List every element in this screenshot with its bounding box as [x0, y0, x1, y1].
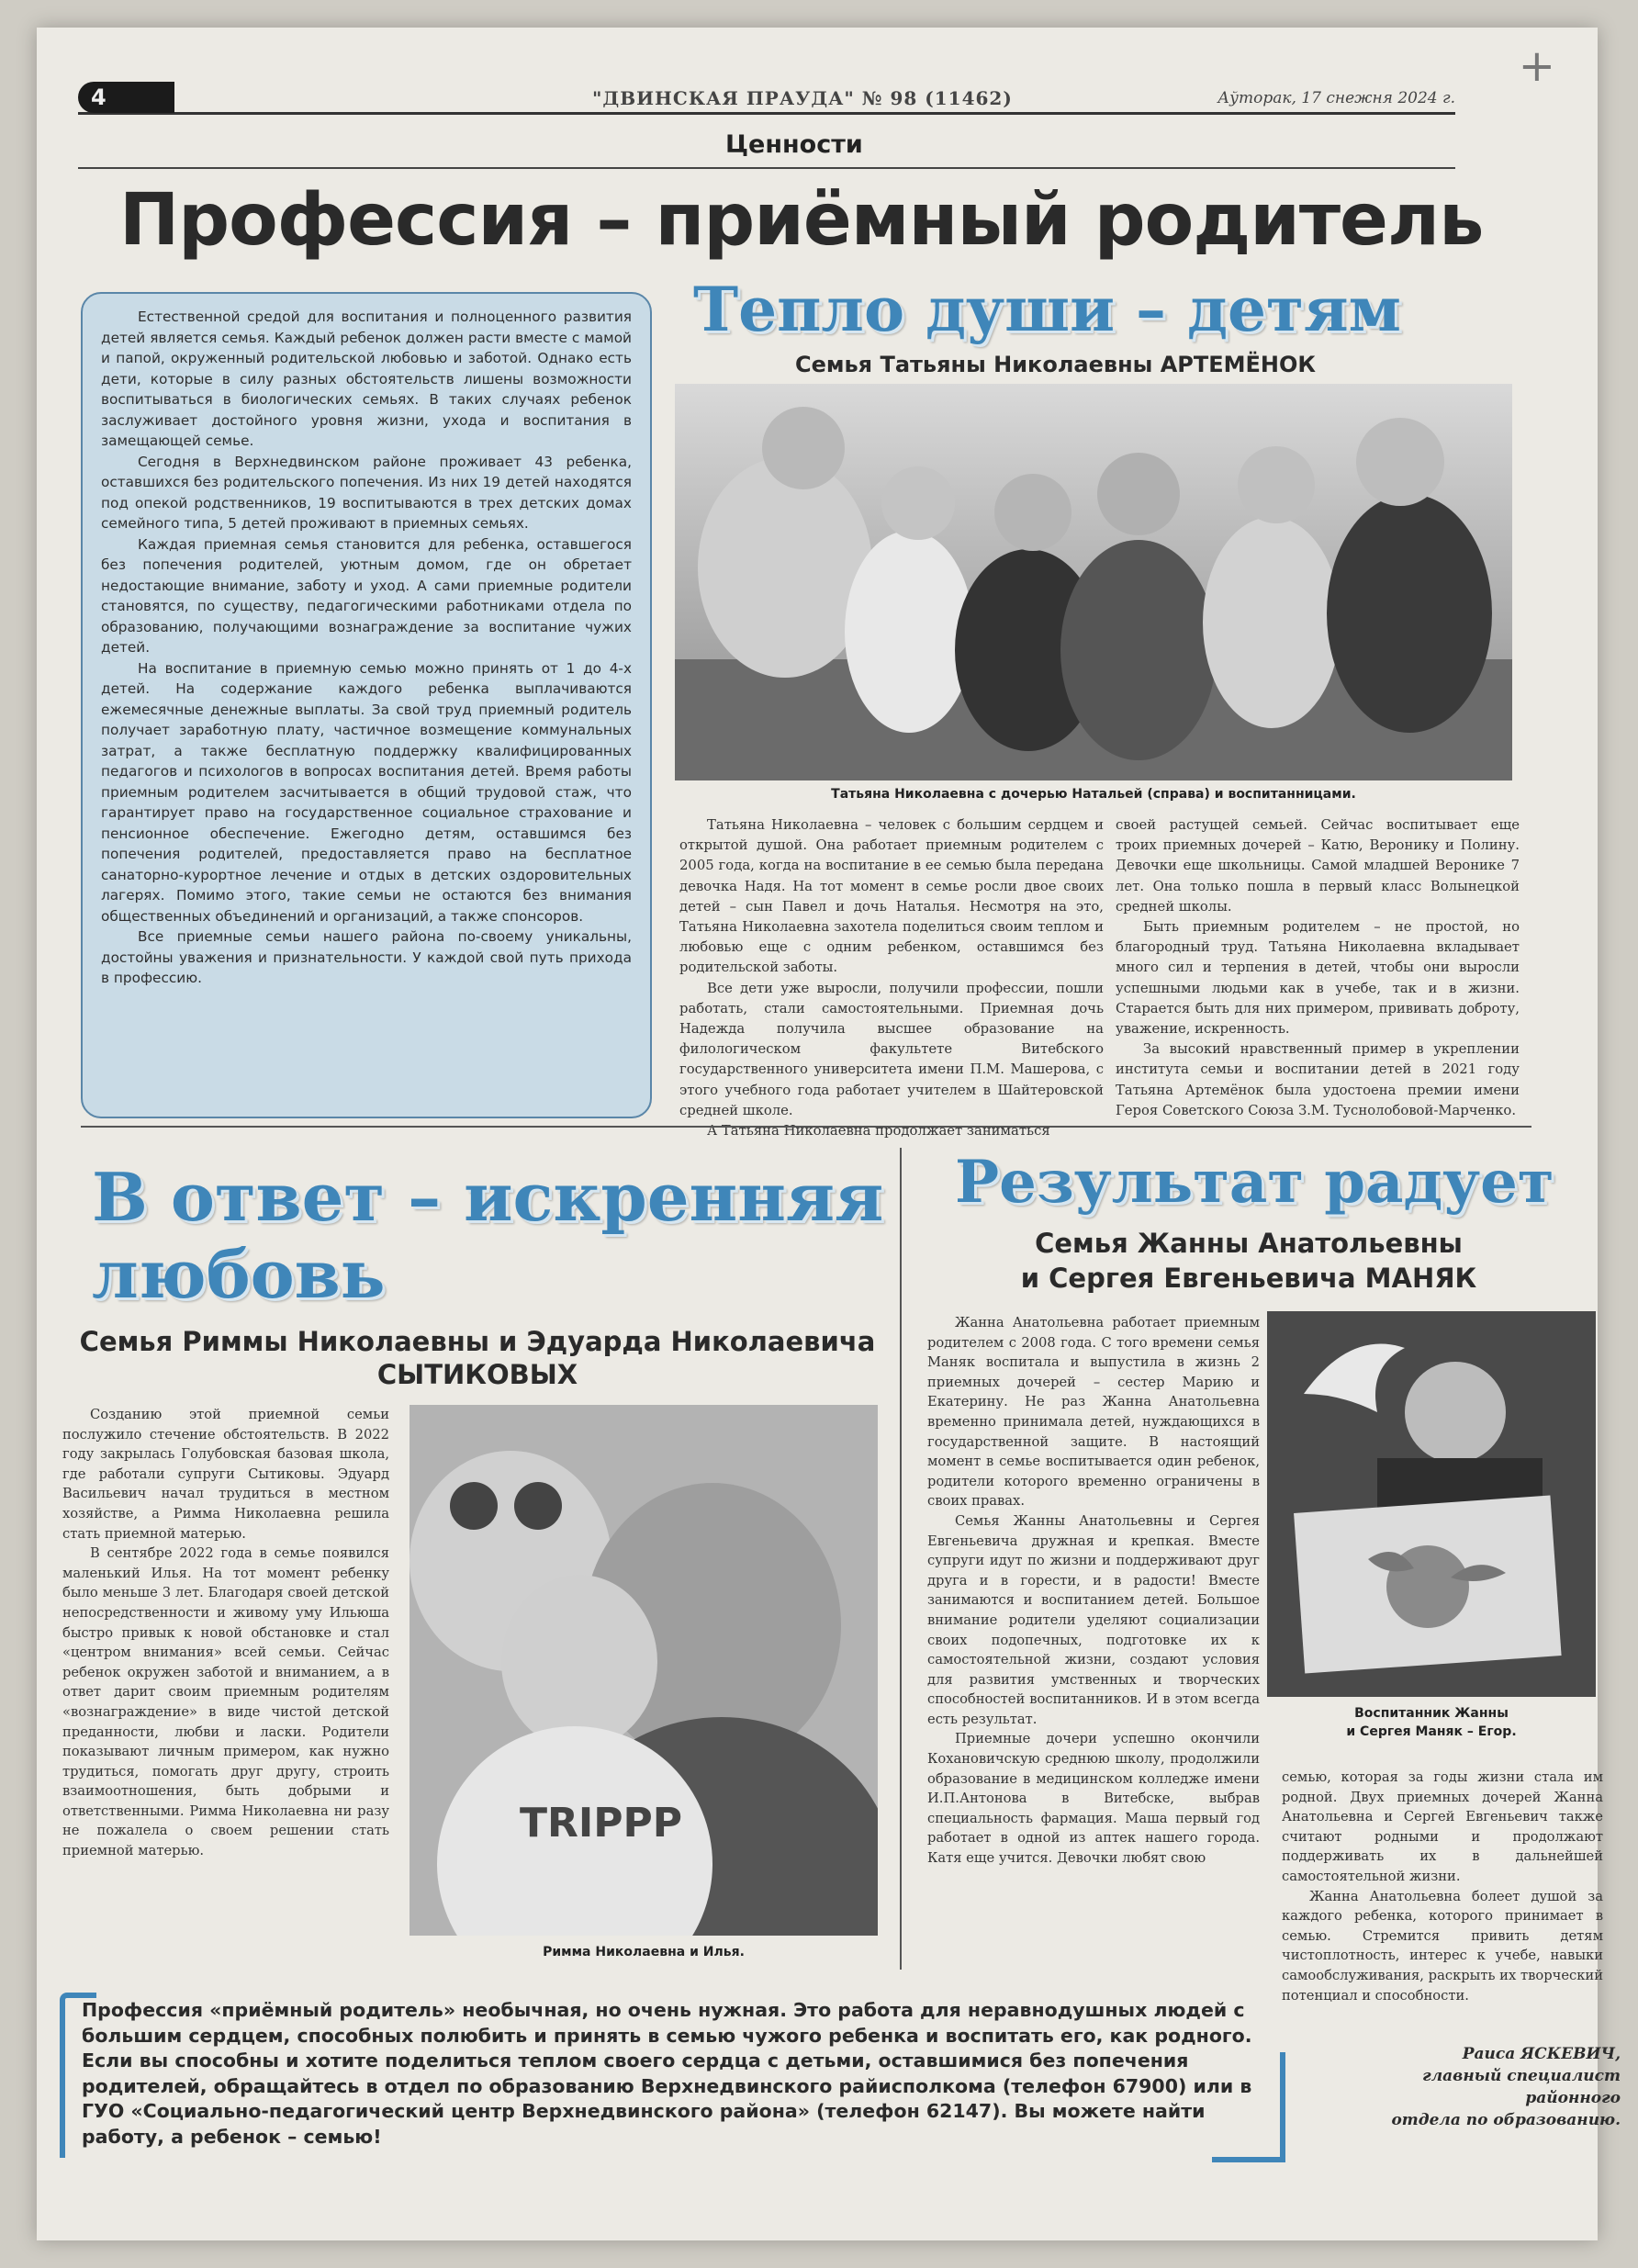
callout-text: Профессия «приёмный родитель» необычная, но очень нужная. Это работа для неравнодушных людей с большим сердцем, способных полюбить и принять в семью чужого ребенка и воспитать его, как родного. Если вы способны и хотите поделиться теплом своего сердца с детьми, оставшимися без попечения родителей, обращайтесь в отдел по образованию Верхнедвинского райисполкома (телефон 67900) или в ГУО «Социально-педагогический центр Верхнедвинского района» (телефон 62147). Вы можете найти работу, а ребенок – семью! — [82, 1999, 1252, 2148]
callout-box — [60, 1993, 1285, 2162]
family-photo-manyak — [1267, 1311, 1596, 1697]
family-photo-sytikovy — [410, 1405, 878, 1936]
main-title: Профессия – приёмный родитель — [119, 179, 1484, 262]
intro-paragraph: Все приемные семьи нашего района по-своему уникальны, достойны уважения и признательности. У каждой свой путь прихода в профессию. — [101, 928, 632, 986]
story2-title: В ответ – искренняя любовь — [92, 1158, 884, 1313]
story1-caption: Татьяна Николаевна с дочерью Натальей (справа) и воспитанницами. — [831, 787, 1356, 802]
story3-title: Результат радует — [955, 1148, 1554, 1217]
story3-column-1: Жанна Анатольевна работает приемным родителем с 2008 года. С того времени семья Маняк воспитала и выпустила в жизнь 2 приемных дочерей – сестер Марию и Екатерину. Не раз Жанна Анатольевна временно принимала детей, нуждающихся в государственной защите. В настоящий момент в семье воспитывается один ребенок, родители которого временно ограничены в своих правах. Семья Жанны Анатольевны и Сергея Евгеньевича дружная и крепкая. Вместе супруги идут по жизни и поддерживают друг друга и в горести, и в радости! Вместе занимаются и воспитанием детей. Большое внимание родители уделяют социализации своих подопечных, подготовке их к самостоятельной жизни, создают условия для развития умственных и творческих способностей воспитанников. И в этом всегда есть результат. Приемные дочери успешно окончили Кохановичскую среднюю школу, продолжили образование в медицинском колледже имени И.П.Антонова в Витебске, выбрав специальность фармация. Маша первый год работает в одной из аптек нашего города. Катя еще учится. Девочки любят свою — [927, 1315, 1260, 1867]
story1-title: Тепло души – детям — [693, 274, 1401, 345]
story3-caption: Воспитанник Жанны и Сергея Маняк – Егор. — [1346, 1706, 1517, 1739]
signature-role: отдела по образованию. — [1391, 2111, 1621, 2129]
intro-paragraph: Сегодня в Верхнедвинском районе проживает 43 ребенка, оставшихся без родительского попечения. Из них 19 детей находятся под опекой родственников, 19 воспитываются в трех детских домах семейного типа, 5 детей проживают в приемных семьях. — [101, 453, 632, 532]
story3-subtitle: Семья Жанны Анатольевны и Сергея Евгеньевича МАНЯК — [1020, 1228, 1477, 1294]
issue-date: Аўторак, 17 снежня 2024 г. — [1217, 89, 1455, 107]
column-divider — [900, 1148, 902, 1970]
paper-name: "ДВИНСКАЯ ПРАУДА" № 98 (11462) — [592, 87, 1013, 109]
story2-subtitle: Семья Риммы Николаевны и Эдуарда Николаевича СЫТИКОВЫХ — [79, 1326, 876, 1390]
story1-column-1: Татьяна Николаевна – человек с большим сердцем и открытой душой. Она работает приемным родителем с 2005 года, когда на воспитание в ее семью была передана девочка Надя. На тот момент в семье росли двое своих детей – сын Павел и дочь Наталья. Несмотря на это, Татьяна Николаевна захотела поделиться своим теплом и любовью еще с одним ребенком, оставшимся без родительской заботы. Все дети уже выросли, получили профессии, пошли работать, стали самостоятельными. Приемная дочь Надежда получила высшее образование на филологическом факультете Витебского государственного университета имени П.М. Машерова, с этого учебного года работает учителем в Шайтеровской средней школе. А Татьяна Николаевна продолжает заниматься — [679, 817, 1104, 1140]
signature — [1322, 2043, 1621, 2131]
intro-paragraph: Естественной средой для воспитания и полноценного развития детей является семья. Каждый ребенок должен расти вместе с мамой и папой, окруженный родительской любовью и заботой. Однако есть дети, которые в силу разных обстоятельств лишены возможности воспитываться в биологических семьях. В таких случаях ребенок заслуживает достойного уровня жизни, ухода и воспитания в замещающей семье. — [101, 309, 632, 449]
signature-role: главный специалист районного — [1422, 2067, 1621, 2107]
intro-paragraph: Каждая приемная семья становится для ребенка, оставшегося без попечения родителей, уютным домом, где он обретает недостающие внимание, заботу и уход. А сами приемные родители становятся, по существу, педагогическими работниками отдела по образованию, получающими вознаграждение за воспитание чужих детей. — [101, 535, 632, 656]
callout-frame-right — [1212, 2052, 1285, 2162]
masthead — [78, 84, 1455, 115]
family-photo-artemenok — [675, 384, 1512, 780]
section-divider — [81, 1126, 1531, 1128]
page-number: 4 — [78, 82, 174, 113]
rubric: Ценности — [725, 130, 863, 159]
intro-box — [81, 292, 652, 1118]
story1-subtitle: Семья Татьяны Николаевны АРТЕМЁНОК — [795, 352, 1317, 377]
story1-column-2: своей растущей семьей. Сейчас воспитывает еще троих приемных дочерей – Катю, Веронику и Полину. Девочки еще школьницы. Самой младшей Веронике 7 лет. Она только пошла в первый класс Волынецкой средней школы. Быть приемным родителем – не простой, но благородный труд. Татьяна Николаевна вкладывает много сил и терпения в детей, чтобы они выросли успешными людьми как в учебе, так и в жизни. Старается быть для них примером, прививать доброту, уважение, искренность. За высокий нравственный пример в укреплении института семьи и воспитании детей в 2021 году Татьяна Артемёнок была удостоена премии имени Героя Советского Союза З.М. Туснолобовой-Марченко. — [1116, 817, 1520, 1118]
rubric-divider — [78, 167, 1455, 169]
crop-mark-icon: + — [1518, 40, 1555, 92]
svg-text:TRIPPP: TRIPPP — [520, 1800, 683, 1847]
story3-column-2: семью, которая за годы жизни стала им родной. Двух приемных дочерей Жанна Анатольевна и Сергей Евгеньевич также считают родными и продолжают поддерживать их в дальнейшей самостоятельной жизни. Жанна Анатольевна болеет душой за каждого ребенка, которого принимает в семью. Стремится привить детям чистоплотность, интерес к учебе, навыки самообслуживания, раскрыть их творческий потенциал и способности. — [1282, 1769, 1603, 2004]
signature-author: Раиса ЯСКЕВИЧ, — [1462, 2045, 1621, 2063]
story2-caption: Римма Николаевна и Илья. — [543, 1945, 745, 1959]
callout-frame-left — [60, 1993, 96, 2158]
story2-column: Созданию этой приемной семьи послужило стечение обстоятельств. В 2022 году закрылась Голубовская базовая школа, где работали супруги Сытиковы. Эдуард Васильевич начал трудиться в местном хозяйстве, а Римма Николаевна решила стать приемной матерью. В сентябре 2022 года в семье появился маленький Илья. На тот момент ребенку было меньше 3 лет. Благодаря своей детской непосредственности и живому уму Ильюша быстро привык к новой обстановке и стал «центром внимания» всей семьи. Сейчас ребенок окружен заботой и вниманием, а в ответ дарит своим приемным родителям «вознаграждение» в виде чистой детской преданности, любви и ласки. Родители показывают личным примером, как нужно трудиться, помогать друг другу, строить взаимоотношения, быть добрыми и ответственными. Римма Николаевна ни разу не пожалела о своем решении стать приемной матерью. — [62, 1407, 389, 1859]
intro-paragraph: На воспитание в приемную семью можно принять от 1 до 4-х детей. На содержание каждого ребенка выплачиваются ежемесячные денежные выплаты. За свой труд приемный родитель получает заработную плату, частичное возмещение коммунальных затрат, а также бесплатную поддержку квалифицированных педагогов и психологов в вопросах воспитания детей. Время работы приемным родителем засчитывается в общий трудовой стаж, что гарантирует право на государственное социальное страхование и пенсионное обеспечение. Ежегодно детям, оставшимся без попечения родителей, предоставляется право на бесплатное санаторно-курортное лечение и отдых в детских оздоровительных лагерях. Помимо этого, такие семьи не остаются без внимания общественных объединений и организаций, а также спонсоров. — [101, 659, 632, 925]
